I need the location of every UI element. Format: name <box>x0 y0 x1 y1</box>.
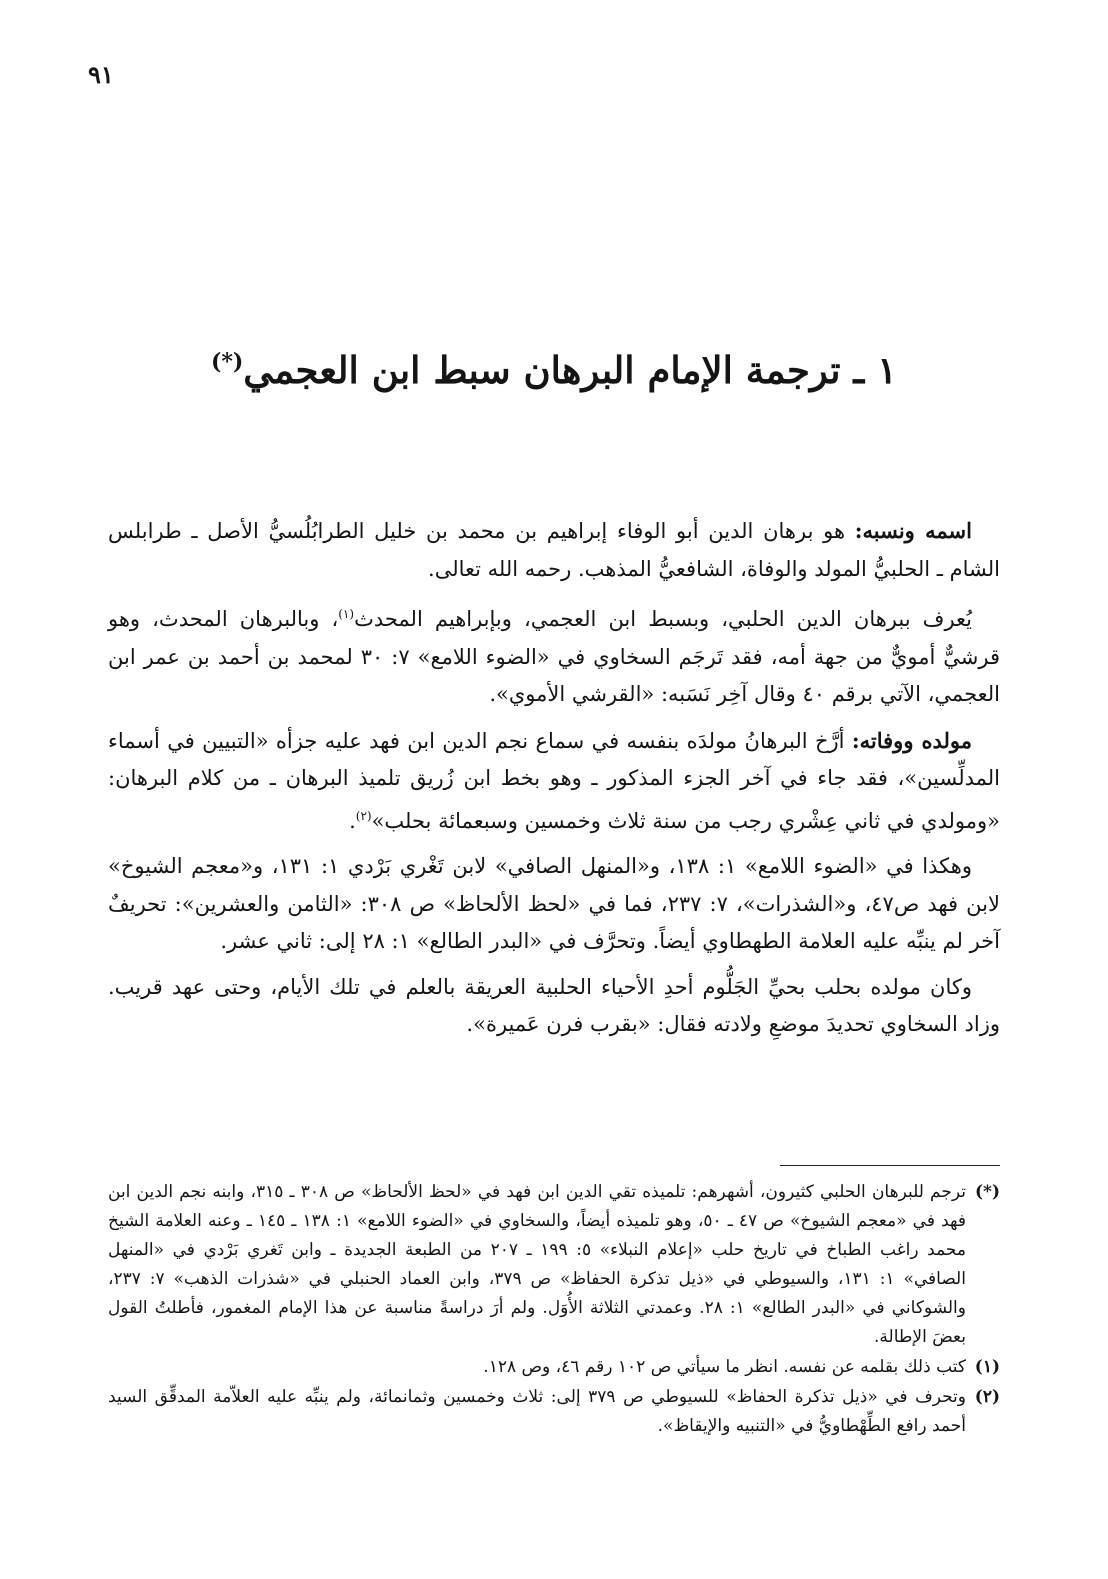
title-footnote-mark: (*) <box>210 349 244 375</box>
page-number: ٩١ <box>88 60 114 89</box>
paragraph-known-as <box>108 596 1000 714</box>
paragraph-birthplace <box>108 969 1000 1044</box>
footnote-1 <box>108 1353 1000 1382</box>
paragraph-sources <box>108 848 1000 961</box>
paragraph-text: يُعرف ببرهان الدين الحلبي، وبسبط ابن العجمي، وبإبراهيم المحدث <box>354 607 973 631</box>
footnote-ref-2: (٢) <box>355 808 372 823</box>
footnote-mark: (*) <box>975 1182 1000 1202</box>
footnote-text: وتحرف في «ذيل تذكرة الحفاظ» للسيوطي ص ٣٧٩ إلى: ثلاث وخمسين وثمانمائة، ولم ينبِّه عليه العلاّمة المدقِّق السيد أحمد رافع الطِّهْطاويُّ في «التنبيه والإيقاظ». <box>108 1387 966 1436</box>
footnote-mark: (١) <box>974 1357 1000 1377</box>
paragraph-text-continued: ، وبالبرهان المحدث، وهو قرشيٌّ أمويٌّ من جهة أمه، فقد تَرجَم السخاوي في «الضوء اللامع» ٧: ٣٠ لمحمد بن أحمد بن عمر ابن العجمي، الآتي برقم ٤٠ وقال آخِر نَسَبه: «القرشي الأموي». <box>108 607 1000 706</box>
footnote-text: ترجم للبرهان الحلبي كثيرون، أشهرهم: تلميذه تقي الدين ابن فهد في «لحظ الألحاظ» ص ٣٠٨ ـ ٣١٥، وابنه نجم الدين ابن فهد في «معجم الشيوخ» ص ٤٧ ـ ٥٠، وهو تلميذه أيضاً، والسخاوي في «الضوء اللامع» ١: ١٣٨ ـ ١٤٥ ـ وعنه العلامة الشيخ محمد راغب الطباخ في تاريخ حلب «إعلام النبلاء» ٥: ١٩٩ ـ ٢٠٧ من الطبعة الجديدة ـ وابن تَغري بَرْدي في «المنهل الصافي» ١: ١٣١، والسيوطي في «ذيل تذكرة الحفاظ» ص ٣٧٩، وابن العماد الحنبلي في «شذرات الذهب» ٧: ٢٣٧، والشوكاني في «البدر الطالع» ١: ٢٨. وعمدتي الثلاثة الأُوَل. ولم أرَ دراسةً مناسبة عن هذا الإمام المغمور، فأطلتُ القول بعضَ الإطالة. <box>108 1182 967 1347</box>
paragraph-text-continued: . <box>349 808 356 833</box>
paragraph-lead: اسمه ونسبه: <box>854 518 972 543</box>
footnote-text: كتب ذلك بقلمه عن نفسه. انظر ما سيأتي ص ١٠٢ رقم ٤٦، وص ١٢٨. <box>483 1357 966 1377</box>
main-text <box>108 512 1000 1052</box>
paragraph-text: هو برهان الدين أبو الوفاء إبراهيم بن محمد بن خليل الطرابُلُسيُّ الأصل ـ طرابلس الشام ـ الحلبيُّ المولد والوفاة، الشافعيُّ المذهب. رحمه الله تعالى. <box>108 519 1000 581</box>
footnote-2 <box>108 1383 1000 1441</box>
footnotes <box>108 1178 1000 1442</box>
footnote-separator <box>780 1165 1000 1166</box>
page-title <box>150 335 958 397</box>
footnote-mark: (٢) <box>974 1387 1000 1407</box>
footnote-ref-1: (١) <box>338 607 355 621</box>
paragraph-name-lineage <box>108 512 1000 588</box>
paragraph-lead: مولده ووفاته: <box>851 727 972 753</box>
paragraph-birth-death <box>108 722 1000 841</box>
title-text: ١ ـ ترجمة الإمام البرهان سبط ابن العجمي <box>243 348 898 392</box>
footnote-star <box>108 1178 1000 1352</box>
paragraph-text: وكان مولده بحلب بحيِّ الجَلُّوم أحدِ الأحياء الحلبية العريقة بالعلم في تلك الأيام، وحتى عهد قريب. وزاد السخاوي تحديدَ موضعِ ولادته فقال: «بقرب فرن عَميرة». <box>108 974 1000 1036</box>
paragraph-text: أرَّخ البرهانُ مولدَه بنفسه في سماع نجم الدين ابن فهد عليه جزأه «التبيين في أسماء المدلِّسين»، فقد جاء في آخر الجزء المذكور ـ وهو بخط ابن زُريق تلميذ البرهان ـ من كلام البرهان: «ومولدي في ثاني عِشْري رجب من سنة ثلاث وخمسين وسبعمائة بحلب» <box>108 728 1000 833</box>
paragraph-text: وهكذا في «الضوء اللامع» ١: ١٣٨، و«المنهل الصافي» لابن تَغْري بَرْدي ١: ١٣١، و«معجم الشيوخ» لابن فهد ص٤٧، و«الشذرات»، ٧: ٢٣٧، فما في «لحظ الألحاظ» ص ٣٠٨: «الثامن والعشرين»: تحريفٌ آخر لم ينبِّه عليه العلامة الطهطاوي أيضاً. وتحرَّف في «البدر الطالع» ١: ٢٨ إلى: ثاني عشر. <box>108 854 1000 953</box>
